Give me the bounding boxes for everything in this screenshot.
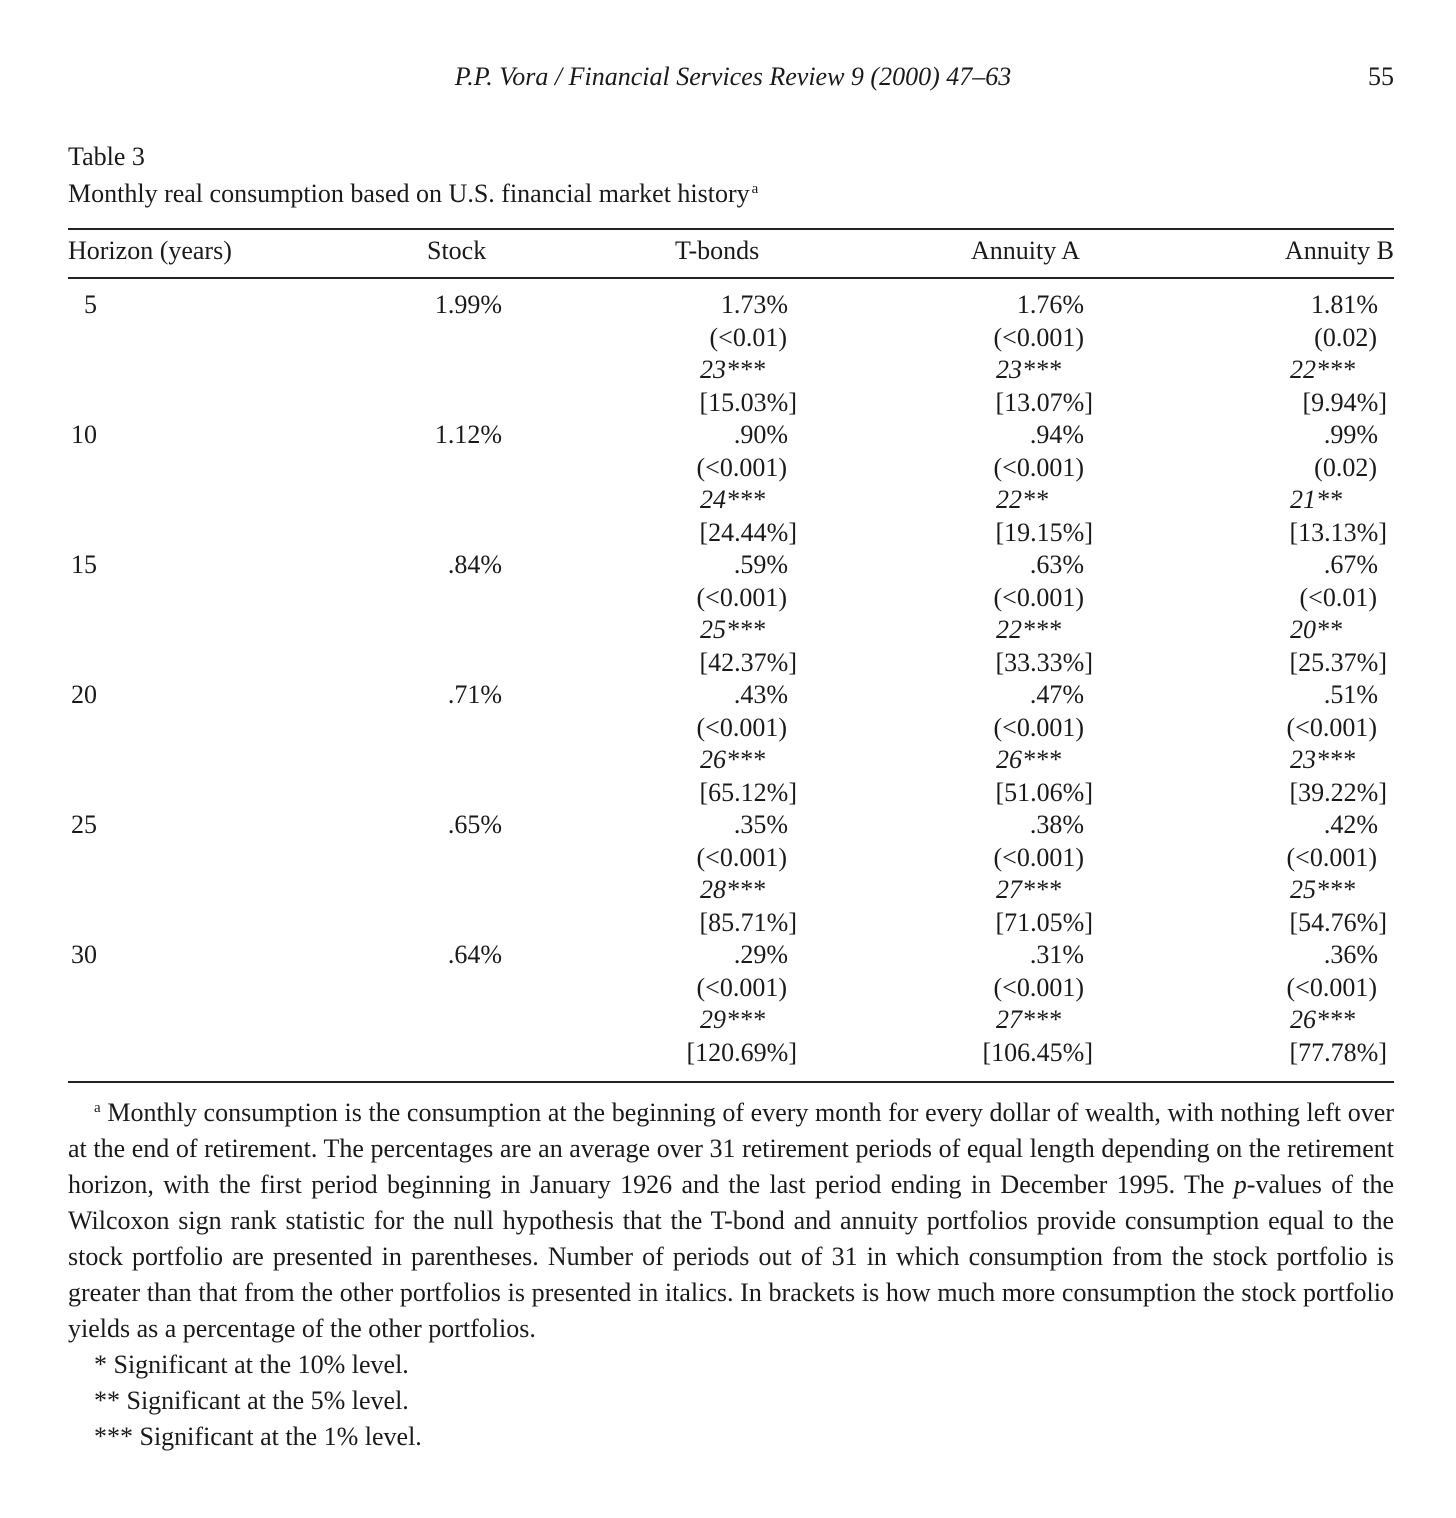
annuity-b-count-cell: 25*** [1290, 875, 1355, 904]
annuity-a-percent-cell: [33.33%] [995, 647, 1093, 677]
tbonds-value-cell: .29% [733, 940, 788, 969]
annuity-a-value-cell: .47% [1029, 680, 1084, 709]
table-footnote [68, 1090, 1394, 1455]
tbonds-value-cell: .90% [733, 420, 788, 449]
stock-cell: 1.12% [434, 420, 502, 449]
annuity-b-count-cell: 22*** [1290, 355, 1355, 384]
annuity-a-value-cell: 1.76% [1016, 290, 1084, 319]
horizon-cell: 15 [71, 550, 97, 579]
annuity-b-percent-cell: [39.22%] [1289, 777, 1387, 807]
footnote-text-cont: -values of the Wilcoxon sign rank statistic for the null hypothesis that the T-bond and annuity portfolios provide consumption equal to the stock portfolio are presented in parentheses. Number of periods out of 31 in which consumption from the stock portfolio is greater than that from the other portfolios is presented in italics. In brackets is how much more consumption the stock portfolio yields as a percentage of the other portfolios. [68, 1170, 1394, 1343]
annuity-a-p-value-cell: (<0.001) [993, 712, 1084, 742]
annuity-b-p-value-cell: (0.02) [1314, 452, 1377, 482]
tbonds-percent-cell: [15.03%] [699, 387, 797, 417]
annuity-a-count-cell: 27*** [996, 1005, 1061, 1034]
stock-cell: 1.99% [434, 290, 502, 319]
annuity-b-count-cell: 26*** [1290, 1005, 1355, 1034]
footnote-a [68, 1090, 1394, 1347]
annuity-a-value-cell: .38% [1029, 810, 1084, 839]
annuity-b-percent-cell: [77.78%] [1289, 1037, 1387, 1067]
tbonds-count-cell: 29*** [700, 1005, 765, 1034]
stock-cell: .65% [447, 810, 502, 839]
annuity-a-percent-cell: [106.45%] [982, 1037, 1093, 1067]
annuity-a-percent-cell: [19.15%] [995, 517, 1093, 547]
table-bottom-rule [68, 1081, 1394, 1083]
annuity-b-count-cell: 21** [1290, 485, 1342, 514]
annuity-b-percent-cell: [25.37%] [1289, 647, 1387, 677]
annuity-b-percent-cell: [54.76%] [1289, 907, 1387, 937]
horizon-cell: 10 [71, 420, 97, 449]
annuity-a-value-cell: .94% [1029, 420, 1084, 449]
table-top-rule [68, 228, 1394, 230]
table-title-note: a [751, 181, 759, 197]
annuity-b-p-value-cell: (<0.01) [1299, 582, 1377, 612]
tbonds-count-cell: 24*** [700, 485, 765, 514]
annuity-b-percent-cell: [13.13%] [1289, 517, 1387, 547]
page-number: 55 [1368, 62, 1394, 91]
horizon-cell: 20 [71, 680, 97, 709]
tbonds-value-cell: 1.73% [720, 290, 788, 319]
significance-10: * Significant at the 10% level. [94, 1350, 409, 1379]
horizon-cell: 30 [71, 940, 97, 969]
tbonds-percent-cell: [42.37%] [699, 647, 797, 677]
annuity-b-p-value-cell: (<0.001) [1286, 712, 1377, 742]
tbonds-count-cell: 26*** [700, 745, 765, 774]
column-header-horizon: Horizon (years) [68, 236, 232, 265]
annuity-b-value-cell: .99% [1323, 420, 1378, 449]
running-head: P.P. Vora / Financial Services Review 9 (2000) 47–63 [454, 62, 1012, 91]
stock-cell: .84% [447, 550, 502, 579]
tbonds-percent-cell: [65.12%] [699, 777, 797, 807]
annuity-a-value-cell: .63% [1029, 550, 1084, 579]
annuity-a-percent-cell: [13.07%] [995, 387, 1093, 417]
tbonds-p-value-cell: (<0.001) [696, 452, 787, 482]
tbonds-percent-cell: [85.71%] [699, 907, 797, 937]
significance-5: ** Significant at the 5% level. [94, 1386, 409, 1415]
annuity-b-value-cell: .42% [1323, 810, 1378, 839]
table-title [68, 179, 758, 209]
horizon-cell: 25 [71, 810, 97, 839]
annuity-a-p-value-cell: (<0.001) [993, 452, 1084, 482]
tbonds-value-cell: .35% [733, 810, 788, 839]
tbonds-p-value-cell: (<0.01) [709, 322, 787, 352]
column-header-stock: Stock [427, 236, 487, 265]
tbonds-count-cell: 28*** [700, 875, 765, 904]
annuity-a-value-cell: .31% [1029, 940, 1084, 969]
annuity-b-value-cell: 1.81% [1310, 290, 1378, 319]
table-label: Table 3 [68, 142, 145, 171]
annuity-a-count-cell: 26*** [996, 745, 1061, 774]
annuity-b-value-cell: .67% [1323, 550, 1378, 579]
column-header-annuity-b: Annuity B [1284, 236, 1394, 265]
annuity-b-p-value-cell: (0.02) [1314, 322, 1377, 352]
annuity-a-percent-cell: [51.06%] [995, 777, 1093, 807]
annuity-a-p-value-cell: (<0.001) [993, 322, 1084, 352]
annuity-a-count-cell: 27*** [996, 875, 1061, 904]
annuity-a-p-value-cell: (<0.001) [993, 842, 1084, 872]
table-title-text: Monthly real consumption based on U.S. financial market history [68, 179, 750, 208]
stock-cell: .64% [447, 940, 502, 969]
horizon-cell: 5 [84, 290, 97, 319]
annuity-b-p-value-cell: (<0.001) [1286, 842, 1377, 872]
tbonds-p-value-cell: (<0.001) [696, 582, 787, 612]
column-header-tbonds: T-bonds [675, 236, 760, 265]
tbonds-value-cell: .59% [733, 550, 788, 579]
tbonds-percent-cell: [120.69%] [686, 1037, 797, 1067]
annuity-a-p-value-cell: (<0.001) [993, 972, 1084, 1002]
tbonds-percent-cell: [24.44%] [699, 517, 797, 547]
annuity-b-p-value-cell: (<0.001) [1286, 972, 1377, 1002]
annuity-a-count-cell: 22*** [996, 615, 1061, 644]
tbonds-count-cell: 25*** [700, 615, 765, 644]
significance-1: *** Significant at the 1% level. [94, 1422, 422, 1451]
annuity-b-value-cell: .51% [1323, 680, 1378, 709]
tbonds-p-value-cell: (<0.001) [696, 972, 787, 1002]
stock-cell: .71% [447, 680, 502, 709]
table-header-rule [68, 277, 1394, 279]
annuity-a-percent-cell: [71.05%] [995, 907, 1093, 937]
annuity-b-count-cell: 20** [1290, 615, 1342, 644]
tbonds-p-value-cell: (<0.001) [696, 712, 787, 742]
tbonds-value-cell: .43% [733, 680, 788, 709]
tbonds-count-cell: 23*** [700, 355, 765, 384]
annuity-a-count-cell: 23*** [996, 355, 1061, 384]
annuity-a-p-value-cell: (<0.001) [993, 582, 1084, 612]
tbonds-p-value-cell: (<0.001) [696, 842, 787, 872]
annuity-b-percent-cell: [9.94%] [1302, 387, 1387, 417]
footnote-marker: a [94, 1100, 101, 1116]
column-header-annuity-a: Annuity A [971, 236, 1081, 265]
footnote-text: Monthly consumption is the consumption at the beginning of every month for every dollar of wealth, with nothing left over at the end of retirement. The percentages are an average over 31 retirement periods of equal length depending on the retirement horizon, with the first period beginning in January 1926 and the last period ending in December 1995. The [68, 1098, 1394, 1199]
annuity-b-count-cell: 23*** [1290, 745, 1355, 774]
footnote-p: p [1233, 1170, 1247, 1199]
annuity-b-value-cell: .36% [1323, 940, 1378, 969]
annuity-a-count-cell: 22** [996, 485, 1048, 514]
